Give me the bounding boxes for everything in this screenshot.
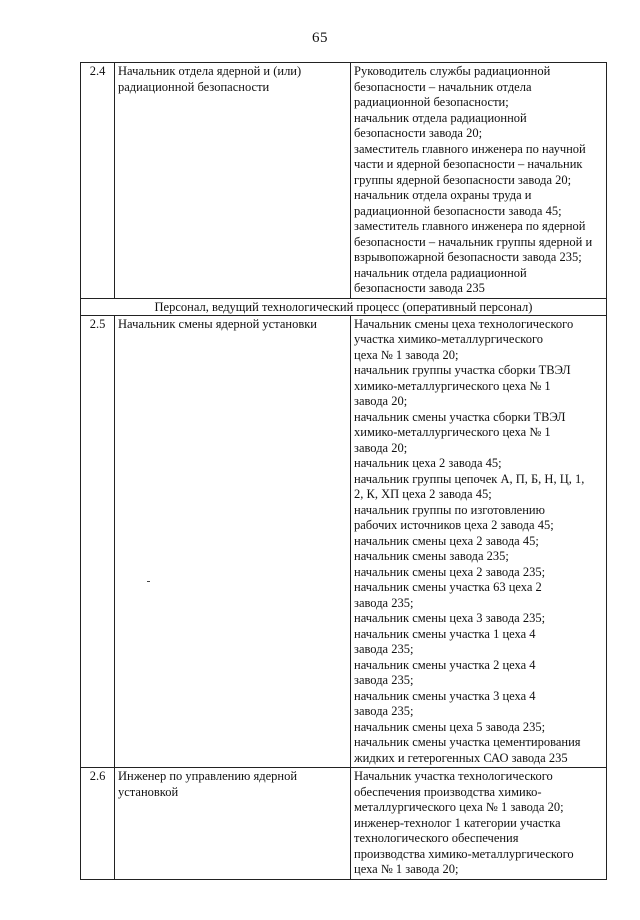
alternate-line: начальник смены участка 63 цеха 2 — [354, 580, 542, 594]
alternate-line: цеха № 1 завода 20; — [354, 862, 459, 876]
alternate-line: начальник цеха 2 завода 45; — [354, 456, 502, 470]
alternate-line: завода 235; — [354, 642, 414, 656]
alternate-line: безопасности завода 235 — [354, 281, 485, 295]
alternate-line: начальник смены участка сборки ТВЭЛ — [354, 409, 566, 424]
alternate-line: безопасности – начальник группы ядерной и — [354, 234, 593, 249]
alternate-line: начальник отдела охраны труда и — [354, 188, 532, 202]
alternate-line: части и ядерной безопасности – начальник — [354, 157, 583, 171]
table-row — [81, 63, 607, 299]
alternate-line: начальник смены участка 3 цеха 4 — [354, 688, 536, 703]
alternate-line: обеспечения производства химико- — [354, 784, 542, 799]
alternate-line: начальник смены цеха 2 завода 235; — [354, 564, 546, 579]
alternate-line: начальник группы цепочек А, П, Б, Н, Ц, 1, — [354, 471, 585, 486]
alternate-line: начальник смены цеха 5 завода 235; — [354, 719, 546, 734]
section-title: Персонал, ведущий технологический процесс (оперативный персонал) — [81, 298, 607, 315]
alternate-line: 2, К, ХП цеха 2 завода 45; — [354, 487, 492, 501]
alternate-line: начальник смены участка 1 цеха 4 — [354, 626, 536, 641]
positions-table — [80, 62, 607, 880]
alternate-line: завода 235; — [354, 673, 414, 687]
alternate-line: начальник отдела радиационной — [354, 110, 527, 125]
alternate-line: начальник смены завода 235; — [354, 549, 509, 563]
position-cell — [115, 768, 351, 880]
alternate-line: начальник смены участка 2 цеха 4 — [354, 657, 536, 672]
alternates-cell — [351, 768, 607, 880]
table-row — [81, 768, 607, 880]
alternate-line: химико-металлургического цеха № 1 — [354, 425, 551, 439]
scan-artifact — [147, 581, 150, 582]
alternate-line: безопасности – начальник отдела — [354, 79, 532, 94]
alternate-line: начальник смены участка цементирования — [354, 735, 581, 749]
alternate-line: химико-металлургического цеха № 1 — [354, 378, 551, 393]
alternate-line: заместитель главного инженера по ядерной — [354, 219, 586, 233]
alternates-cell — [351, 63, 607, 299]
position-text: Инженер по управлению ядерной — [118, 769, 298, 783]
position-cell — [115, 315, 351, 768]
alternate-line: начальник группы по изготовлению — [354, 502, 545, 517]
alternate-line: завода 20; — [354, 394, 408, 408]
alternate-line: Начальник смены цеха технологического — [354, 316, 574, 331]
alternate-line: жидких и гетерогенных САО завода 235 — [354, 750, 568, 765]
row-number: 2.5 — [81, 315, 115, 768]
alternate-line: завода 235; — [354, 704, 414, 718]
alternate-line: Начальник участка технологического — [354, 769, 553, 783]
alternate-line: металлургического цеха № 1 завода 20; — [354, 800, 564, 814]
alternate-line: группы ядерной безопасности завода 20; — [354, 172, 572, 187]
alternate-line: начальник группы участка сборки ТВЭЛ — [354, 363, 571, 377]
page-number: 65 — [312, 30, 328, 46]
position-text: установкой — [118, 784, 179, 799]
alternate-line: участка химико-металлургического — [354, 332, 544, 346]
alternate-line: Руководитель службы радиационной — [354, 64, 551, 78]
table-row — [81, 315, 607, 768]
alternate-line: начальник отдела радиационной — [354, 265, 527, 280]
position-text: Начальник отдела ядерной и (или) — [118, 64, 302, 78]
alternate-line: радиационной безопасности завода 45; — [354, 203, 562, 218]
alternate-line: рабочих источников цеха 2 завода 45; — [354, 518, 554, 532]
position-text: Начальник смены ядерной установки — [118, 316, 317, 331]
alternate-line: взрывопожарной безопасности завода 235; — [354, 250, 582, 264]
alternate-line: безопасности завода 20; — [354, 126, 483, 140]
alternates-cell — [351, 315, 607, 768]
section-row — [81, 298, 607, 315]
alternate-line: завода 235; — [354, 595, 414, 610]
alternate-line: цеха № 1 завода 20; — [354, 347, 459, 362]
alternate-line: инженер-технолог 1 категории участка — [354, 815, 561, 830]
position-cell — [115, 63, 351, 299]
alternate-line: начальник смены цеха 3 завода 235; — [354, 611, 546, 625]
alternate-line: заместитель главного инженера по научной — [354, 141, 586, 156]
alternate-line: начальник смены цеха 2 завода 45; — [354, 533, 539, 548]
alternate-line: радиационной безопасности; — [354, 95, 509, 109]
alternate-line: производства химико-металлургического — [354, 846, 574, 861]
position-text: радиационной безопасности — [118, 79, 270, 94]
row-number: 2.6 — [81, 768, 115, 880]
row-number: 2.4 — [81, 63, 115, 299]
alternate-line: технологического обеспечения — [354, 831, 519, 845]
alternate-line: завода 20; — [354, 440, 408, 455]
